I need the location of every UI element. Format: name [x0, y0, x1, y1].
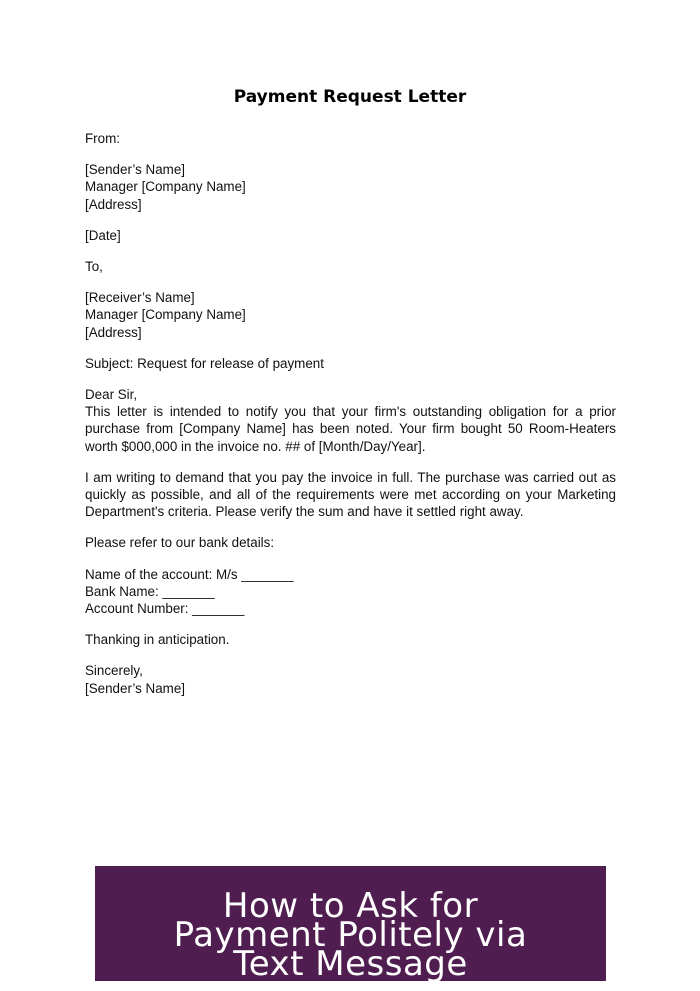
bank-account-name: Name of the account: M/s _______	[85, 566, 294, 582]
closing: Sincerely,	[85, 663, 143, 679]
article-banner	[95, 866, 606, 981]
letter-title: Payment Request Letter	[233, 87, 467, 107]
sender-position: Manager [Company Name]	[85, 179, 246, 195]
salutation: Dear Sir,	[85, 387, 138, 403]
letter-body	[85, 130, 616, 711]
sender-block	[85, 161, 616, 213]
paragraph-2: I am writing to demand that you pay the invoice in full. The purchase was carried out as quickly as possible, and all of the requirements were met according on your Marketing Department's criteria. Please verify the sum and have it settled right away.	[85, 469, 616, 520]
subject-line: Subject: Request for release of payment	[85, 355, 324, 371]
paragraph-1: This letter is intended to notify you that your firm's outstanding obligation for a prior purchase from [Company Name] has been noted. Your firm bought 50 Room-Heaters worth $000,000 in the invoice no. ## of [Month/Day/Year].	[85, 404, 616, 454]
banner-line-3: Text Message	[233, 944, 468, 981]
sender-name: [Sender’s Name]	[85, 162, 185, 178]
bank-name: Bank Name: _______	[85, 583, 215, 599]
receiver-name: [Receiver’s Name]	[85, 290, 195, 306]
salutation-and-paragraph-1	[85, 386, 616, 455]
banner-line-1: How to Ask for	[222, 886, 479, 926]
bank-account-number: Account Number: _______	[85, 601, 245, 617]
to-label: To,	[85, 259, 103, 275]
receiver-address: [Address]	[85, 324, 142, 340]
letter-date: [Date]	[85, 227, 121, 243]
thanks-line: Thanking in anticipation.	[85, 632, 230, 648]
receiver-position: Manager [Company Name]	[85, 307, 246, 323]
closing-block	[85, 662, 616, 696]
receiver-block	[85, 289, 616, 341]
from-label: From:	[85, 131, 120, 146]
bank-details	[85, 566, 616, 618]
banner-headline	[95, 886, 606, 981]
bank-intro: Please refer to our bank details:	[85, 535, 275, 551]
sender-address: [Address]	[85, 196, 142, 212]
signature: [Sender’s Name]	[85, 680, 185, 696]
banner-line-2: Payment Politely via	[173, 915, 528, 955]
